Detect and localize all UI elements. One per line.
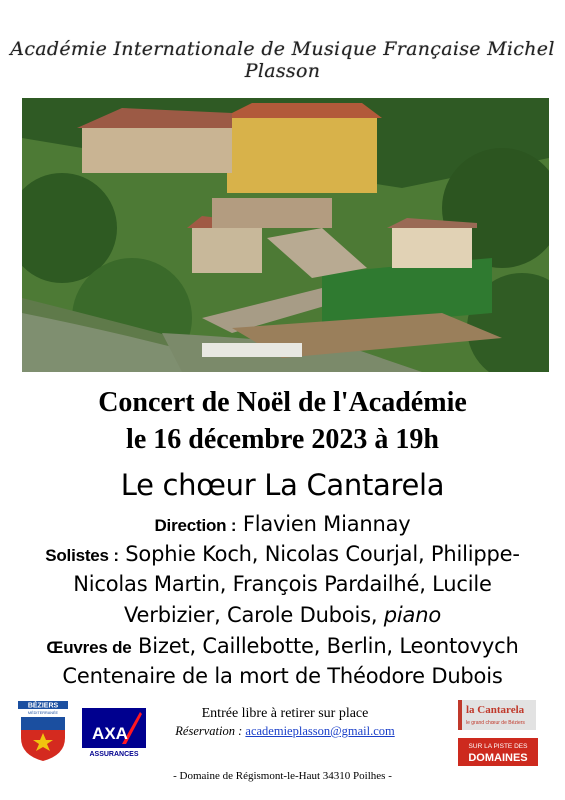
piste-text-1: SUR LA PISTE DES <box>468 743 528 750</box>
cantarela-logo-icon <box>458 700 536 730</box>
concert-date: le 16 décembre 2023 à 19h <box>126 424 439 455</box>
piste-domaines-logo-icon <box>458 738 538 766</box>
direction-label: Direction : <box>154 516 237 535</box>
works-line <box>0 634 565 658</box>
cantarela-logo <box>458 700 536 730</box>
domain-aerial-photo <box>22 98 549 372</box>
concert-title: Concert de Noël de l'Académie <box>98 387 467 418</box>
axa-text: AXA <box>92 724 128 743</box>
reservation-email-link[interactable]: academieplasson@gmail.com <box>245 724 395 738</box>
entry-info: Entrée libre à retirer sur place <box>201 706 369 721</box>
soloists-line-3 <box>0 603 565 627</box>
beziers-logo <box>17 700 69 762</box>
axa-logo <box>82 708 146 758</box>
soloists-names-1: Sophie Koch, Nicolas Courjal, Philippe- <box>125 542 520 566</box>
academy-header: Académie Internationale de Musique Française Michel Plasson <box>10 38 555 82</box>
cantarela-subtext: le grand chœur de Béziers <box>466 720 525 726</box>
soloists-line-1 <box>0 542 565 566</box>
axa-subtext: ASSURANCES <box>89 751 139 758</box>
piste-domaines-logo <box>458 738 538 766</box>
beziers-shield-icon <box>17 700 69 762</box>
beziers-subtext: MÉDITERRANÉE <box>27 711 59 715</box>
beziers-text: BÉZIERS <box>27 702 59 710</box>
soloists-names-3: Verbizier, Carole Dubois, <box>124 603 378 627</box>
venue-address: - Domaine de Régismont-le-Haut 34310 Poilhes - <box>173 770 392 782</box>
director-name: Flavien Miannay <box>242 512 411 536</box>
reservation-label: Réservation : <box>175 724 243 738</box>
direction-line <box>0 512 565 536</box>
aerial-photo-illustration <box>22 98 549 372</box>
choir-name: Le chœur La Cantarela <box>120 468 445 502</box>
soloists-line-2: Nicolas Martin, François Pardailhé, Lucile <box>73 572 492 596</box>
reservation-line <box>150 724 420 739</box>
piste-text-2: DOMAINES <box>468 752 528 764</box>
axa-logo-icon <box>82 708 146 758</box>
composers: Bizet, Caillebotte, Berlin, Leontovych <box>138 634 519 658</box>
cantarela-text: la Cantarela <box>466 704 525 716</box>
piano-label: piano <box>383 603 441 627</box>
works-label: Œuvres de <box>46 638 132 657</box>
centenary-line: Centenaire de la mort de Théodore Dubois <box>62 664 503 688</box>
soloists-label: Solistes : <box>45 546 119 565</box>
